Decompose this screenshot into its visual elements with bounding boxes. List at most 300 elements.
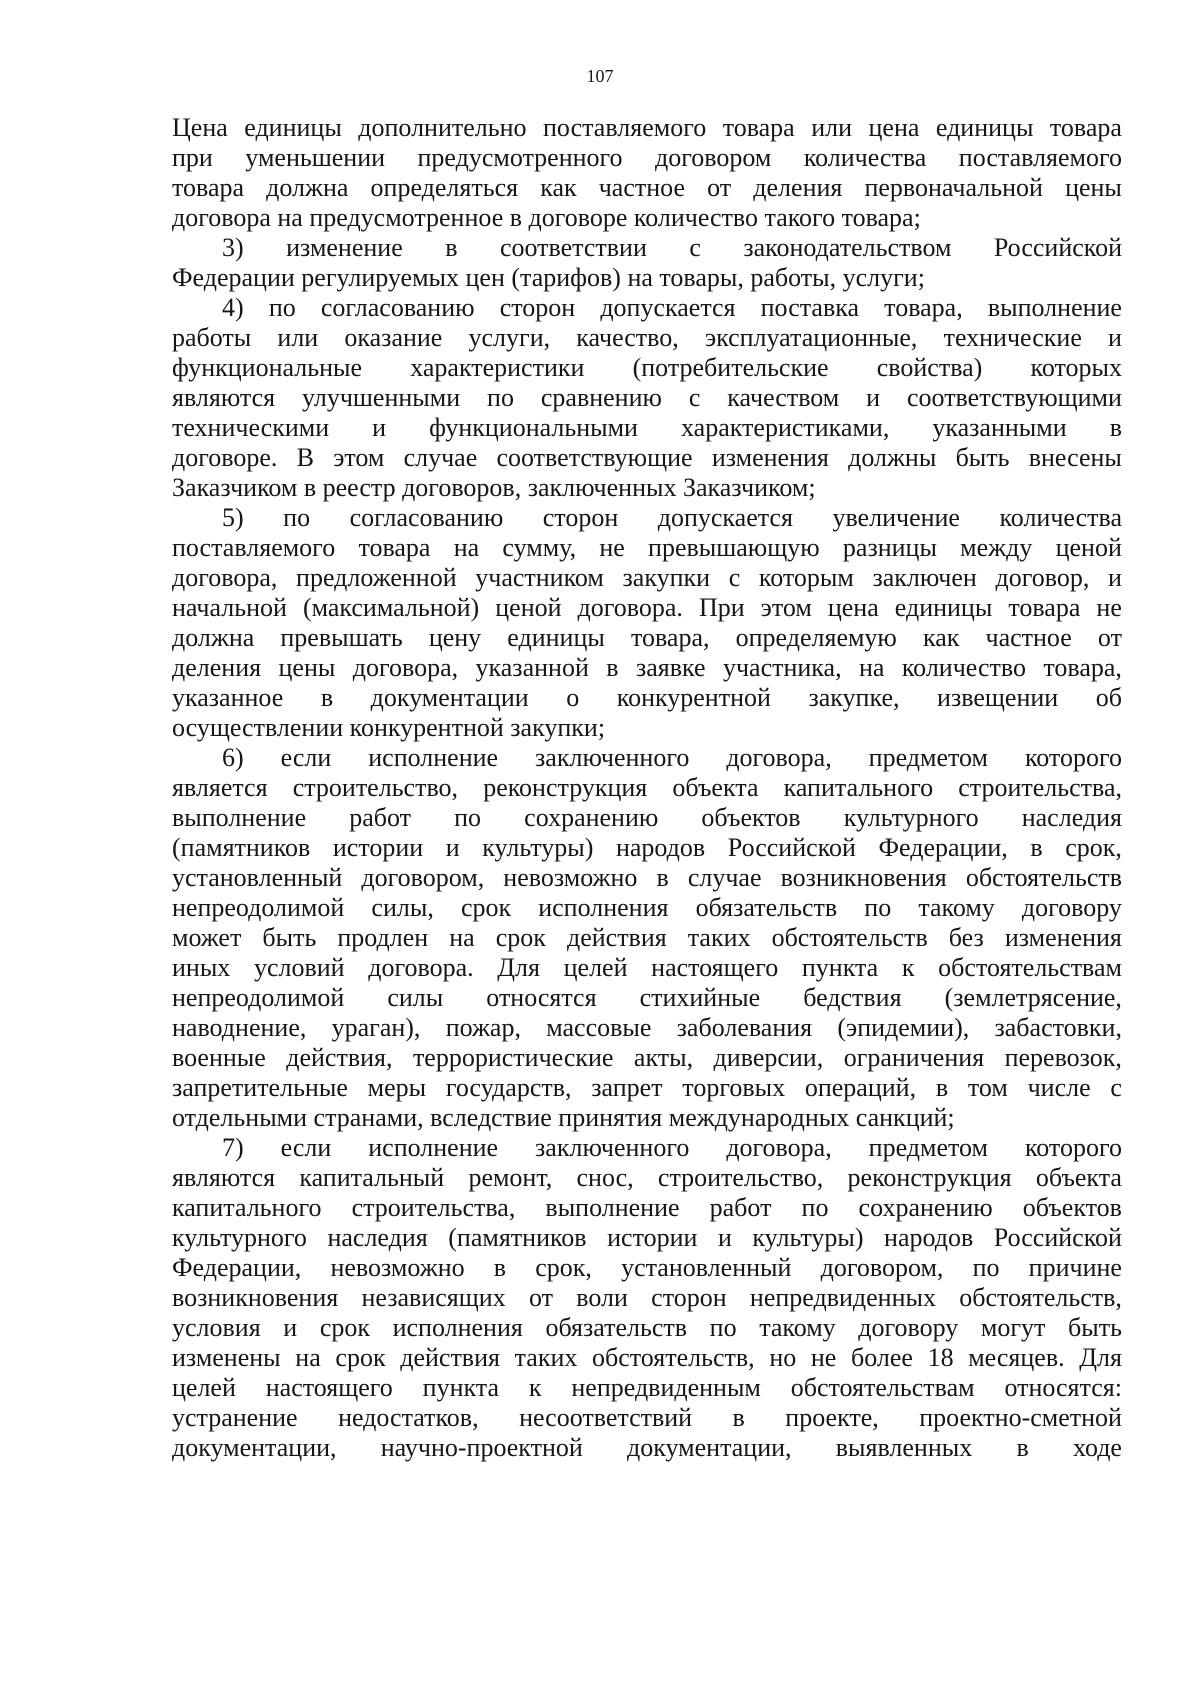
word: указанное (172, 683, 284, 712)
word: цену (428, 623, 482, 652)
word: цена (868, 113, 920, 142)
text-line (172, 143, 1122, 173)
word: в (656, 863, 669, 892)
word: исполнение (368, 1133, 499, 1162)
word: 5) (222, 503, 244, 532)
word: товара (358, 533, 431, 562)
text-line (172, 1013, 1122, 1043)
text-line: договора на предусмотренное в договоре количество такого товара; (172, 203, 921, 232)
text-line (172, 1193, 1122, 1223)
word: запретительные (172, 1073, 348, 1102)
word: бедствия (803, 983, 902, 1012)
word: изменения (711, 443, 829, 472)
word: (памятников (448, 1223, 587, 1252)
word: Федерации, (878, 833, 1008, 862)
word: деления (172, 653, 262, 682)
word: в (1016, 1433, 1029, 1462)
word: поставляемого (172, 533, 336, 562)
word: товара (1008, 593, 1081, 622)
word: в (732, 1403, 745, 1432)
word: на (858, 653, 885, 682)
word: об (1095, 683, 1122, 712)
word: Российской (727, 833, 856, 862)
word: 3) (222, 233, 244, 262)
word: заболевания (676, 1013, 813, 1042)
word: технические (943, 323, 1082, 352)
word: договора, (726, 1133, 832, 1162)
word: договора, (726, 743, 832, 772)
text-line (172, 803, 1122, 833)
word: количества (999, 503, 1122, 532)
word: исполнения (392, 1313, 523, 1342)
text-line (172, 1133, 1122, 1163)
word: настоящего (265, 1373, 393, 1402)
word: определяться (370, 173, 519, 202)
word: относятся (486, 983, 597, 1012)
word: к (901, 953, 915, 982)
word: извещении (937, 683, 1059, 712)
text-line (172, 953, 1122, 983)
text-line (172, 1043, 1122, 1073)
word: числе (1027, 1073, 1091, 1102)
word: силы, (371, 893, 434, 922)
word: перевозок, (1004, 1043, 1122, 1072)
text-line (172, 983, 1122, 1013)
word: выявленных (835, 1433, 973, 1462)
word: реконструкция (483, 773, 648, 802)
word: акты, (633, 1043, 694, 1072)
word: и (1107, 563, 1122, 592)
word: культуры) (482, 833, 594, 862)
word: по (864, 893, 892, 922)
text-line (172, 623, 1122, 653)
word: товара, (884, 293, 963, 322)
word: от (1097, 623, 1122, 652)
word: сторон (499, 293, 576, 322)
word: народов (615, 833, 706, 862)
word: культуры) (752, 1223, 864, 1252)
word: улучшенными (302, 383, 461, 412)
word: заключенного (535, 743, 690, 772)
text-line (172, 1073, 1122, 1103)
word: как (922, 623, 960, 652)
word: (памятников (172, 833, 311, 862)
text-line (172, 443, 1122, 473)
word: по (709, 1313, 737, 1342)
word: стихийные (639, 983, 761, 1012)
word: наследия (1021, 803, 1122, 832)
word: воли (576, 1283, 628, 1312)
word: и (866, 383, 881, 412)
word: месяцев. (968, 1343, 1065, 1372)
word: заключенного (535, 1133, 690, 1162)
text-line: Заказчиком в реестр договоров, заключенных Заказчиком; (172, 473, 816, 502)
word: действия (400, 1343, 500, 1372)
word: невозможно (503, 863, 638, 892)
word: частное (985, 623, 1072, 652)
word: изменены (172, 1343, 281, 1372)
word: на (295, 1343, 321, 1372)
word: если (280, 1133, 332, 1162)
text-line (172, 413, 1122, 443)
word: возникновения (172, 1283, 339, 1312)
word: проектно-сметной (919, 1403, 1122, 1432)
text-line (172, 233, 1122, 263)
page-number: 107 (586, 66, 614, 86)
word: по (801, 1193, 829, 1222)
word: между (960, 533, 1033, 562)
word: и (445, 833, 460, 862)
word: военные (172, 1043, 266, 1072)
word: о (566, 683, 580, 712)
text-line (172, 353, 1122, 383)
word: договора, (352, 653, 459, 682)
word: первоначальной (864, 173, 1043, 202)
word: участника, (722, 653, 842, 682)
word: (потребительские (632, 353, 829, 382)
word: более (850, 1343, 913, 1372)
word: договоре. (172, 443, 278, 472)
word: действия (566, 923, 667, 952)
word: ценой (1055, 533, 1122, 562)
list-item-6 (172, 743, 1122, 1133)
word: силы (387, 983, 444, 1012)
word: которого (1024, 743, 1122, 772)
word: определяемую (735, 623, 897, 652)
word: указанной (475, 653, 589, 682)
word: том (967, 1073, 1008, 1102)
word: предметом (868, 1133, 988, 1162)
word: соответствующие (496, 443, 693, 472)
word: конкурентной (616, 683, 771, 712)
word: функциональные (172, 353, 363, 382)
word: не (1096, 593, 1122, 622)
text-line: осуществлении конкурентной закупки; (172, 713, 606, 742)
word: является (172, 773, 268, 802)
word: которого (1024, 1133, 1122, 1162)
word: обстоятельствам (790, 1373, 975, 1402)
word: на (453, 533, 480, 562)
word: строительства, (958, 773, 1122, 802)
word: строительство, (292, 773, 459, 802)
word: в (445, 233, 458, 262)
word: с (689, 233, 701, 262)
word: если (280, 743, 332, 772)
word: с (688, 383, 701, 412)
word: как (540, 173, 577, 202)
word: в (935, 1073, 949, 1102)
word: продлен (337, 923, 429, 952)
word: или (277, 323, 319, 352)
word: 4) (222, 293, 244, 322)
word: сравнению (540, 383, 662, 412)
text-line: Федерации регулируемых цен (тарифов) на товары, работы, услуги; (172, 263, 925, 292)
text-line (172, 743, 1122, 773)
word: изменения (1004, 923, 1122, 952)
word: несоответствий (519, 1403, 693, 1432)
word: непреодолимой (172, 893, 345, 922)
word: единицы (935, 113, 1034, 142)
word: культурного (172, 1223, 307, 1252)
word: обстоятельств (771, 923, 928, 952)
word: объекта (672, 773, 759, 802)
word: такому (759, 1313, 836, 1342)
text-line (172, 833, 1122, 863)
word: условия (172, 1313, 261, 1342)
word: срок (460, 893, 512, 922)
text-line (172, 323, 1122, 353)
word: с (728, 563, 741, 592)
word: настоящего (651, 953, 779, 982)
word: ходе (1072, 1433, 1122, 1462)
word: иных (172, 953, 231, 982)
word: от (528, 1283, 553, 1312)
word: товара (172, 173, 245, 202)
word: договором (655, 143, 772, 172)
word: деления (753, 173, 843, 202)
text-line (172, 293, 1122, 323)
word: истории (332, 833, 424, 862)
word: наследия (327, 1223, 428, 1252)
word: быть (262, 923, 317, 952)
text-line (172, 563, 1122, 593)
word: сторон (651, 1283, 727, 1312)
list-item-3 (172, 233, 1122, 293)
word: документации (370, 683, 529, 712)
word: не (810, 1343, 837, 1372)
word: товара, (1043, 653, 1122, 682)
word: 6) (222, 743, 244, 772)
word: Для (497, 953, 540, 982)
word: объектов (701, 803, 801, 832)
word: заключен (872, 563, 977, 592)
word: по (454, 803, 482, 832)
word: должна (172, 623, 255, 652)
word: которых (1030, 353, 1122, 382)
word: объекта (1035, 1163, 1122, 1192)
word: диверсии, (713, 1043, 824, 1072)
word: обязательств (695, 893, 838, 922)
word: пункта (422, 1373, 500, 1402)
word: научно-проектной (380, 1433, 583, 1462)
word: договора. (368, 953, 474, 982)
word: по (972, 1253, 1000, 1282)
word: операций, (804, 1073, 917, 1102)
word: обстоятельств, (592, 1343, 755, 1372)
word: могут (980, 1313, 1046, 1342)
word: такому (918, 893, 995, 922)
word: сумму, (502, 533, 577, 562)
word: договора, (172, 563, 278, 592)
word: цена (827, 593, 879, 622)
word: срок (319, 1313, 370, 1342)
word: но (769, 1343, 797, 1372)
word: целей (172, 1373, 236, 1402)
word: целей (563, 953, 628, 982)
word: строительства, (351, 1193, 516, 1222)
text-line (172, 893, 1122, 923)
word: увеличение (832, 503, 960, 532)
word: единицы (894, 593, 993, 622)
paragraph-continuation (172, 113, 1122, 233)
word: характеристиками, (681, 413, 890, 442)
text-line (172, 1283, 1122, 1313)
word: Федерации, (172, 1253, 302, 1282)
word: выполнение (172, 803, 307, 832)
word: которым (758, 563, 854, 592)
text-line (172, 863, 1122, 893)
word: разницы (842, 533, 937, 562)
word: изменение (286, 233, 403, 262)
word: согласованию (349, 503, 504, 532)
text-line (172, 173, 1122, 203)
word: случае (403, 443, 478, 472)
word: в (493, 1253, 507, 1282)
text-line (172, 1343, 1122, 1373)
word: от (707, 173, 732, 202)
word: срок, (1065, 833, 1122, 862)
word: и (372, 413, 387, 442)
word: случае (687, 863, 762, 892)
list-item-5 (172, 503, 1122, 743)
word: проекте, (785, 1403, 879, 1432)
word: уменьшении (245, 143, 386, 172)
word: Российской (993, 233, 1122, 262)
word: срок (335, 1343, 386, 1372)
word: быть (1068, 1313, 1122, 1342)
word: функциональными (429, 413, 638, 442)
text-line (172, 1313, 1122, 1343)
word: запрет (591, 1073, 663, 1102)
text-line: отдельными странами, вследствие принятия международных санкций; (172, 1103, 955, 1132)
word: документации, (627, 1433, 792, 1462)
text-line (172, 593, 1122, 623)
word: может (172, 923, 242, 952)
text-line (172, 1373, 1122, 1403)
word: сохранению (858, 1193, 993, 1222)
word: исполнения (538, 893, 669, 922)
word: относятся: (1004, 1373, 1122, 1402)
word: культурного (843, 803, 979, 832)
word: в (320, 683, 334, 712)
word: действия, (286, 1043, 393, 1072)
word: цены (278, 653, 336, 682)
word: установленный (172, 863, 343, 892)
word: превышающую (648, 533, 820, 562)
word: работ (349, 803, 412, 832)
word: не (599, 533, 625, 562)
text-line (172, 773, 1122, 803)
word: (эпидемии), (837, 1013, 970, 1042)
word: договора. (577, 593, 683, 622)
word: обязательств (545, 1313, 688, 1342)
word: в (1109, 413, 1122, 442)
word: условий (253, 953, 345, 982)
text-line (172, 533, 1122, 563)
word: капитального (172, 1193, 322, 1222)
word: по (487, 383, 514, 412)
word: 7) (222, 1133, 244, 1162)
word: единицы (244, 113, 342, 142)
word: договором, (361, 863, 485, 892)
word: поставляемого (543, 113, 707, 142)
word: договором, (820, 1253, 944, 1282)
word: пожар, (445, 1013, 521, 1042)
word: качество, (576, 323, 679, 352)
word: ценой (495, 593, 562, 622)
text-line (172, 1253, 1122, 1283)
word: непредвиденным (571, 1373, 761, 1402)
word: предусмотренного (417, 143, 623, 172)
word: невозможно (330, 1253, 465, 1282)
text-line (172, 683, 1122, 713)
word: пункта (801, 953, 879, 982)
word: договору (858, 1313, 959, 1342)
word: Для (1079, 1343, 1122, 1372)
word: договор, (995, 563, 1090, 592)
word: этом (760, 593, 812, 622)
word: при (172, 143, 213, 172)
word: работ (709, 1193, 772, 1222)
word: выполнение (545, 1193, 680, 1222)
word: товара (1049, 113, 1122, 142)
list-item-7 (172, 1133, 1122, 1463)
word: (максимальной) (302, 593, 480, 622)
word: оказание (344, 323, 443, 352)
word: поставка (760, 293, 860, 322)
word: реконструкция (847, 1163, 1012, 1192)
word: эксплуатационные, (704, 323, 918, 352)
word: выполнение (987, 293, 1122, 322)
word: обстоятельств, (959, 1283, 1122, 1312)
text-line (172, 1223, 1122, 1253)
word: дополнительно (358, 113, 527, 142)
word: 18 (927, 1343, 954, 1372)
word: или (811, 113, 853, 142)
word: установленный (621, 1253, 792, 1282)
word: частное (598, 173, 686, 202)
word: поставляемого (958, 143, 1122, 172)
document-body (172, 113, 1122, 1463)
word: товара (722, 113, 795, 142)
word: закупке, (808, 683, 900, 712)
word: превышать (280, 623, 403, 652)
word: возникновения (780, 863, 947, 892)
word: соответствующими (907, 383, 1122, 412)
word: с (1110, 1073, 1122, 1102)
word: являются (172, 383, 276, 412)
word: количество (901, 653, 1026, 682)
word: являются (172, 1163, 276, 1192)
word: без (948, 923, 984, 952)
word: в (1030, 833, 1043, 862)
text-line (172, 383, 1122, 413)
word: должна (266, 173, 349, 202)
word: к (528, 1373, 542, 1402)
word: причине (1028, 1253, 1122, 1282)
word: независящих (361, 1283, 506, 1312)
word: снос, (576, 1163, 634, 1192)
word: техническими (172, 413, 330, 442)
word: характеристики (410, 353, 585, 382)
word: услуги, (468, 323, 551, 352)
word: по (268, 293, 296, 322)
word: сторон (542, 503, 619, 532)
word: заявке (635, 653, 706, 682)
word: сохранению (524, 803, 659, 832)
list-item-4 (172, 293, 1122, 503)
word: торговых (682, 1073, 786, 1102)
